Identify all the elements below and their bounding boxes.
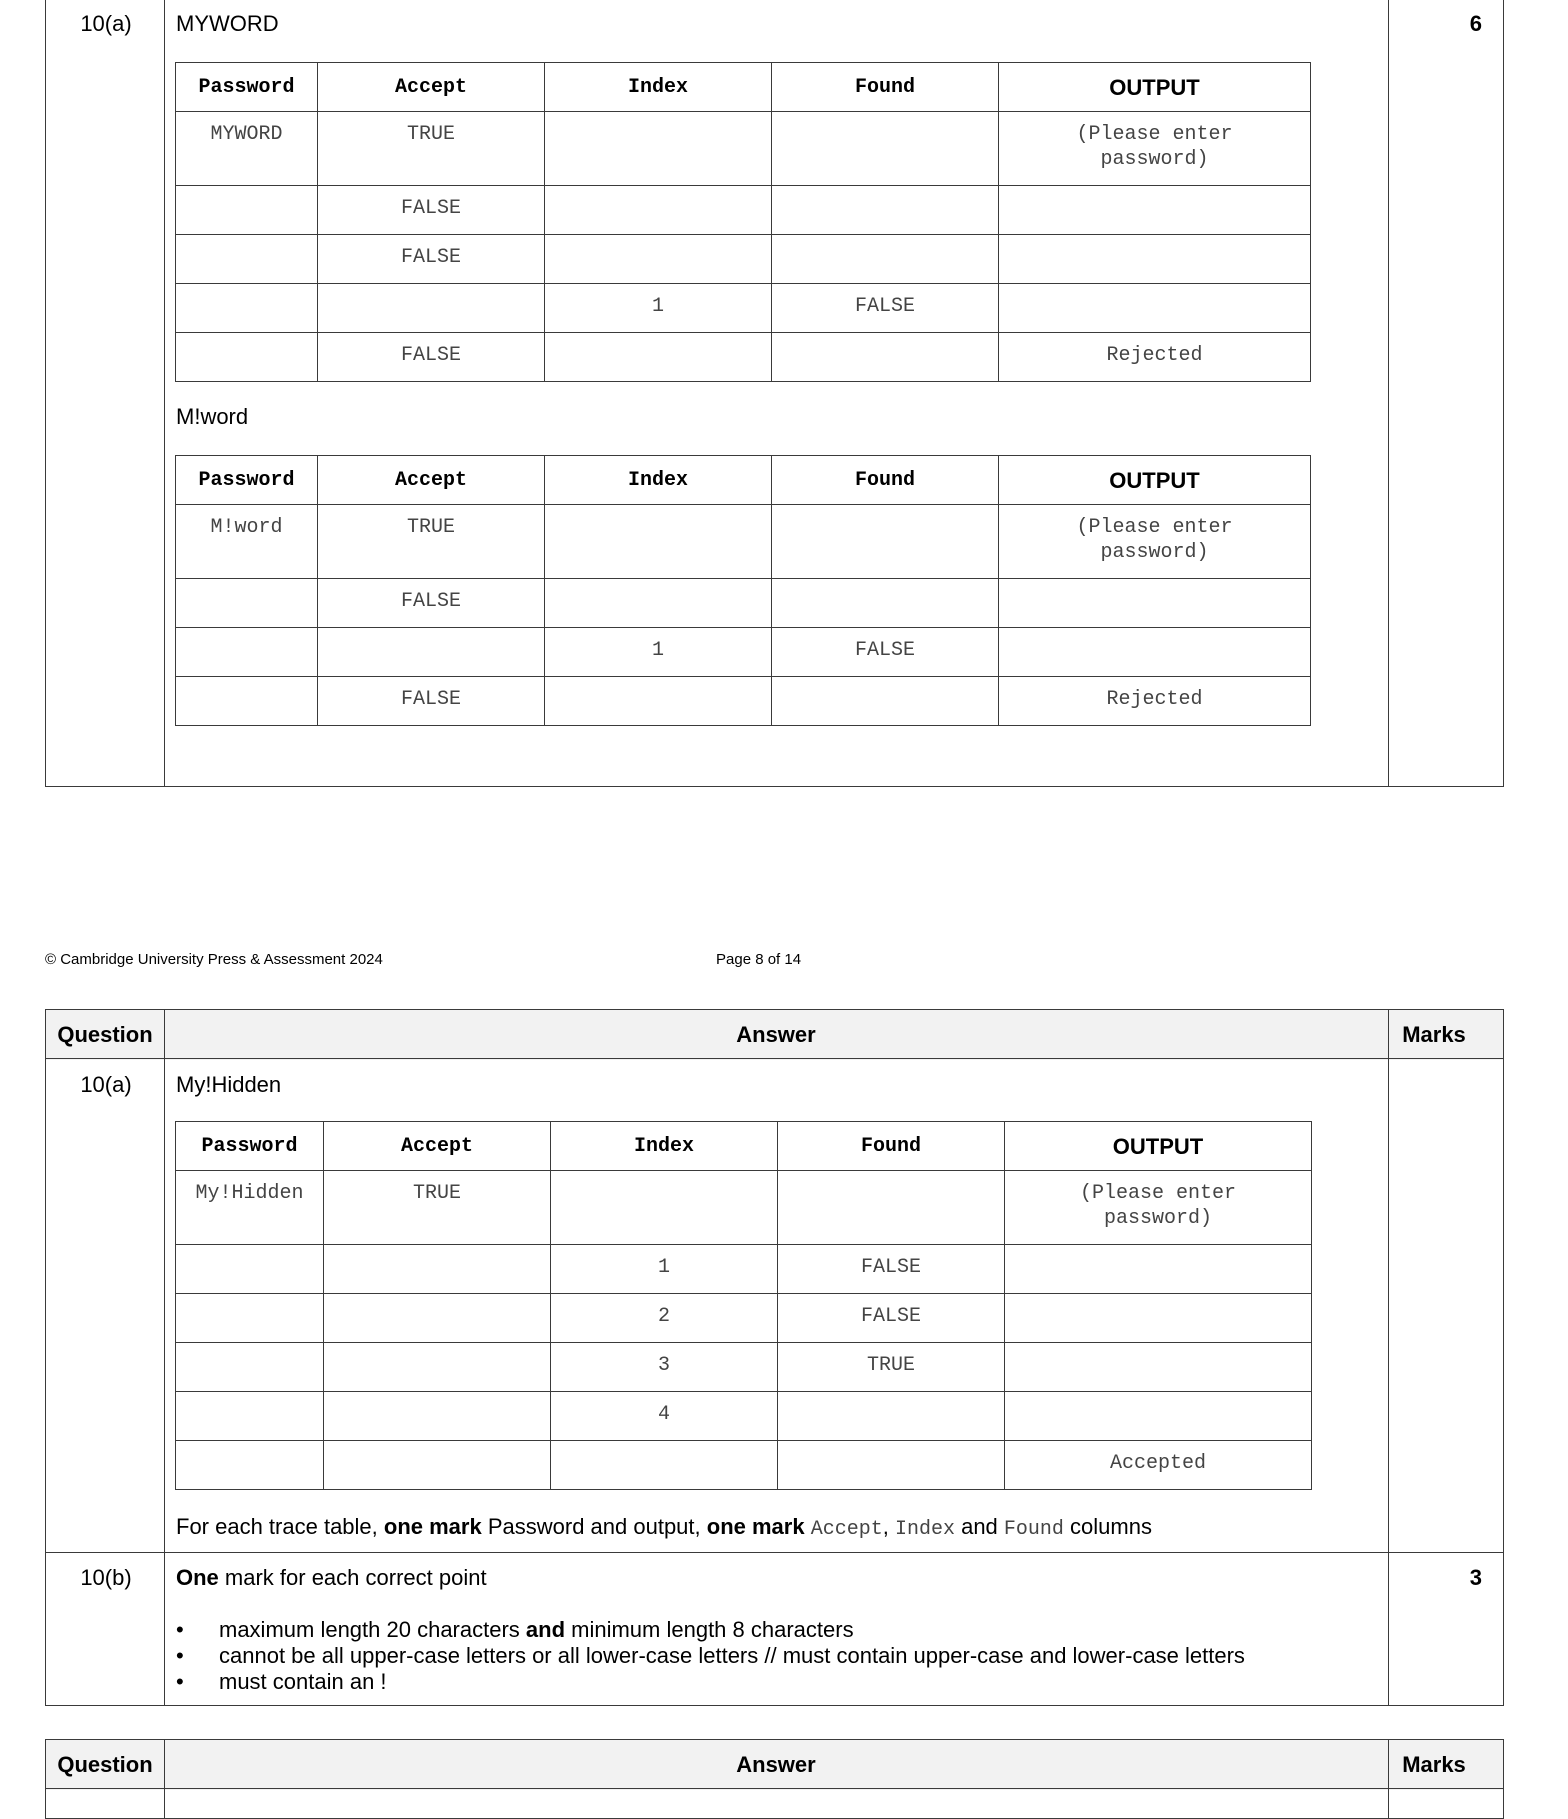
table-cell: FALSE: [772, 628, 999, 677]
table-cell: [324, 1294, 551, 1343]
table-row: [176, 677, 1311, 726]
table-cell: FALSE: [318, 333, 545, 382]
table-cell: Accepted: [1005, 1441, 1312, 1490]
column-header-accept: Accept: [318, 63, 545, 112]
table-cell: [318, 284, 545, 333]
table-row: [176, 1343, 1312, 1392]
trace-table-mword: [175, 455, 1311, 726]
table-cell: [176, 235, 318, 284]
trace-label: M!word: [176, 404, 249, 429]
trace-header-row: [176, 1122, 1312, 1171]
table-cell: [1005, 1343, 1312, 1392]
table-cell: TRUE: [318, 505, 545, 579]
table-cell: [772, 505, 999, 579]
trace-label: My!Hidden: [176, 1072, 282, 1097]
table-cell: (Please enter password): [999, 505, 1311, 579]
table-cell: [324, 1245, 551, 1294]
trace-header-row: [176, 63, 1311, 112]
table-cell: FALSE: [778, 1294, 1005, 1343]
table-cell: [545, 505, 772, 579]
answer-table-next: [45, 1739, 1504, 1819]
table-cell: [1005, 1392, 1312, 1441]
table-cell: Rejected: [999, 333, 1311, 382]
table-row: [176, 112, 1311, 186]
table-cell: [999, 186, 1311, 235]
question-number: 10(a): [80, 1072, 132, 1097]
table-cell: [772, 333, 999, 382]
table-row: [176, 1441, 1312, 1490]
table-cell: [176, 333, 318, 382]
marks-header: Marks: [1402, 1752, 1466, 1777]
column-header-found: Found: [772, 63, 999, 112]
question-header: Question: [57, 1022, 153, 1047]
trace-header-row: [176, 456, 1311, 505]
table-cell: [1005, 1245, 1312, 1294]
table-cell: [772, 677, 999, 726]
table-cell: [176, 284, 318, 333]
table-row: [176, 1245, 1312, 1294]
table-cell: [545, 579, 772, 628]
table-cell: [545, 235, 772, 284]
table-cell: [772, 112, 999, 186]
question-number: 10(b): [80, 1565, 132, 1590]
table-cell: TRUE: [318, 112, 545, 186]
table-cell: TRUE: [778, 1343, 1005, 1392]
table-row: [176, 186, 1311, 235]
table-cell: Rejected: [999, 677, 1311, 726]
table-row: [176, 333, 1311, 382]
table-cell: 2: [551, 1294, 778, 1343]
marks-value: 3: [1469, 1565, 1482, 1590]
table-cell: [778, 1441, 1005, 1490]
column-header-output: OUTPUT: [1005, 1122, 1312, 1171]
question-header: Question: [57, 1752, 153, 1777]
table-cell: [999, 628, 1311, 677]
page-number: Page 8 of 14: [716, 951, 802, 968]
table-cell: FALSE: [778, 1245, 1005, 1294]
table-cell: TRUE: [324, 1171, 551, 1245]
table-cell: (Please enter password): [1005, 1171, 1312, 1245]
table-cell: 1: [545, 284, 772, 333]
table-row: [176, 505, 1311, 579]
table-cell: [176, 1245, 324, 1294]
mark-points-list: [176, 1617, 1245, 1695]
table-cell: FALSE: [318, 235, 545, 284]
table-cell: [176, 1343, 324, 1392]
mark-instruction: One mark for each correct point: [176, 1565, 487, 1590]
table-cell: [176, 1392, 324, 1441]
table-cell: [318, 628, 545, 677]
table-cell: FALSE: [318, 677, 545, 726]
question-number: 10(a): [80, 11, 132, 36]
column-header-password: Password: [176, 63, 318, 112]
table-cell: [999, 284, 1311, 333]
table-row: [176, 235, 1311, 284]
marking-note: For each trace table, one mark Password and output, one mark Accept, Index and Found columns: [176, 1514, 1152, 1541]
table-cell: 1: [551, 1245, 778, 1294]
table-cell: [772, 235, 999, 284]
table-row: [176, 1171, 1312, 1245]
table-cell: [545, 186, 772, 235]
answer-header: Answer: [736, 1022, 816, 1047]
table-cell: [778, 1392, 1005, 1441]
column-header-index: Index: [545, 63, 772, 112]
column-header-accept: Accept: [318, 456, 545, 505]
list-item: • cannot be all upper-case letters or all lower-case letters // must contain upper-case and lower-case letters: [176, 1643, 1245, 1669]
table-cell: [545, 677, 772, 726]
table-row: [176, 284, 1311, 333]
table-row: [176, 1294, 1312, 1343]
table-row: [176, 628, 1311, 677]
table-cell: [551, 1171, 778, 1245]
marks-header: Marks: [1402, 1022, 1466, 1047]
column-header-output: OUTPUT: [999, 63, 1311, 112]
table-cell: [176, 186, 318, 235]
table-row: [176, 579, 1311, 628]
table-cell: [999, 235, 1311, 284]
table-cell: 4: [551, 1392, 778, 1441]
marks-value: 6: [1469, 11, 1482, 36]
table-cell: [545, 333, 772, 382]
table-cell: 1: [545, 628, 772, 677]
column-header-password: Password: [176, 1122, 324, 1171]
table-cell: (Please enter password): [999, 112, 1311, 186]
list-item: • maximum length 20 characters and minimum length 8 characters: [176, 1617, 1245, 1643]
table-cell: [176, 677, 318, 726]
column-header-output: OUTPUT: [999, 456, 1311, 505]
table-cell: FALSE: [772, 284, 999, 333]
column-header-index: Index: [545, 456, 772, 505]
table-cell: M!word: [176, 505, 318, 579]
table-cell: FALSE: [318, 186, 545, 235]
table-cell: [324, 1343, 551, 1392]
table-cell: [176, 579, 318, 628]
table-cell: [176, 1294, 324, 1343]
table-cell: [778, 1171, 1005, 1245]
list-item: • must contain an !: [176, 1669, 1245, 1695]
answer-header: Answer: [736, 1752, 816, 1777]
table-header-row: [46, 1010, 1503, 1060]
table-cell: [999, 579, 1311, 628]
table-cell: My!Hidden: [176, 1171, 324, 1245]
table-cell: [772, 186, 999, 235]
table-cell: [772, 579, 999, 628]
table-cell: [324, 1441, 551, 1490]
trace-table-myword: [175, 62, 1311, 382]
column-header-found: Found: [772, 456, 999, 505]
table-cell: [1005, 1294, 1312, 1343]
table-cell: [551, 1441, 778, 1490]
table-cell: [324, 1392, 551, 1441]
table-cell: [176, 628, 318, 677]
table-cell: [545, 112, 772, 186]
column-header-found: Found: [778, 1122, 1005, 1171]
table-cell: MYWORD: [176, 112, 318, 186]
trace-table-myhidden: [175, 1121, 1312, 1490]
table-cell: [176, 1441, 324, 1490]
table-cell: FALSE: [318, 579, 545, 628]
column-header-index: Index: [551, 1122, 778, 1171]
column-header-password: Password: [176, 456, 318, 505]
copyright-footer: © Cambridge University Press & Assessment 2024: [45, 951, 383, 968]
column-header-accept: Accept: [324, 1122, 551, 1171]
trace-label: MYWORD: [176, 11, 279, 36]
table-header-row: [46, 1740, 1503, 1790]
table-row: [176, 1392, 1312, 1441]
table-cell: 3: [551, 1343, 778, 1392]
